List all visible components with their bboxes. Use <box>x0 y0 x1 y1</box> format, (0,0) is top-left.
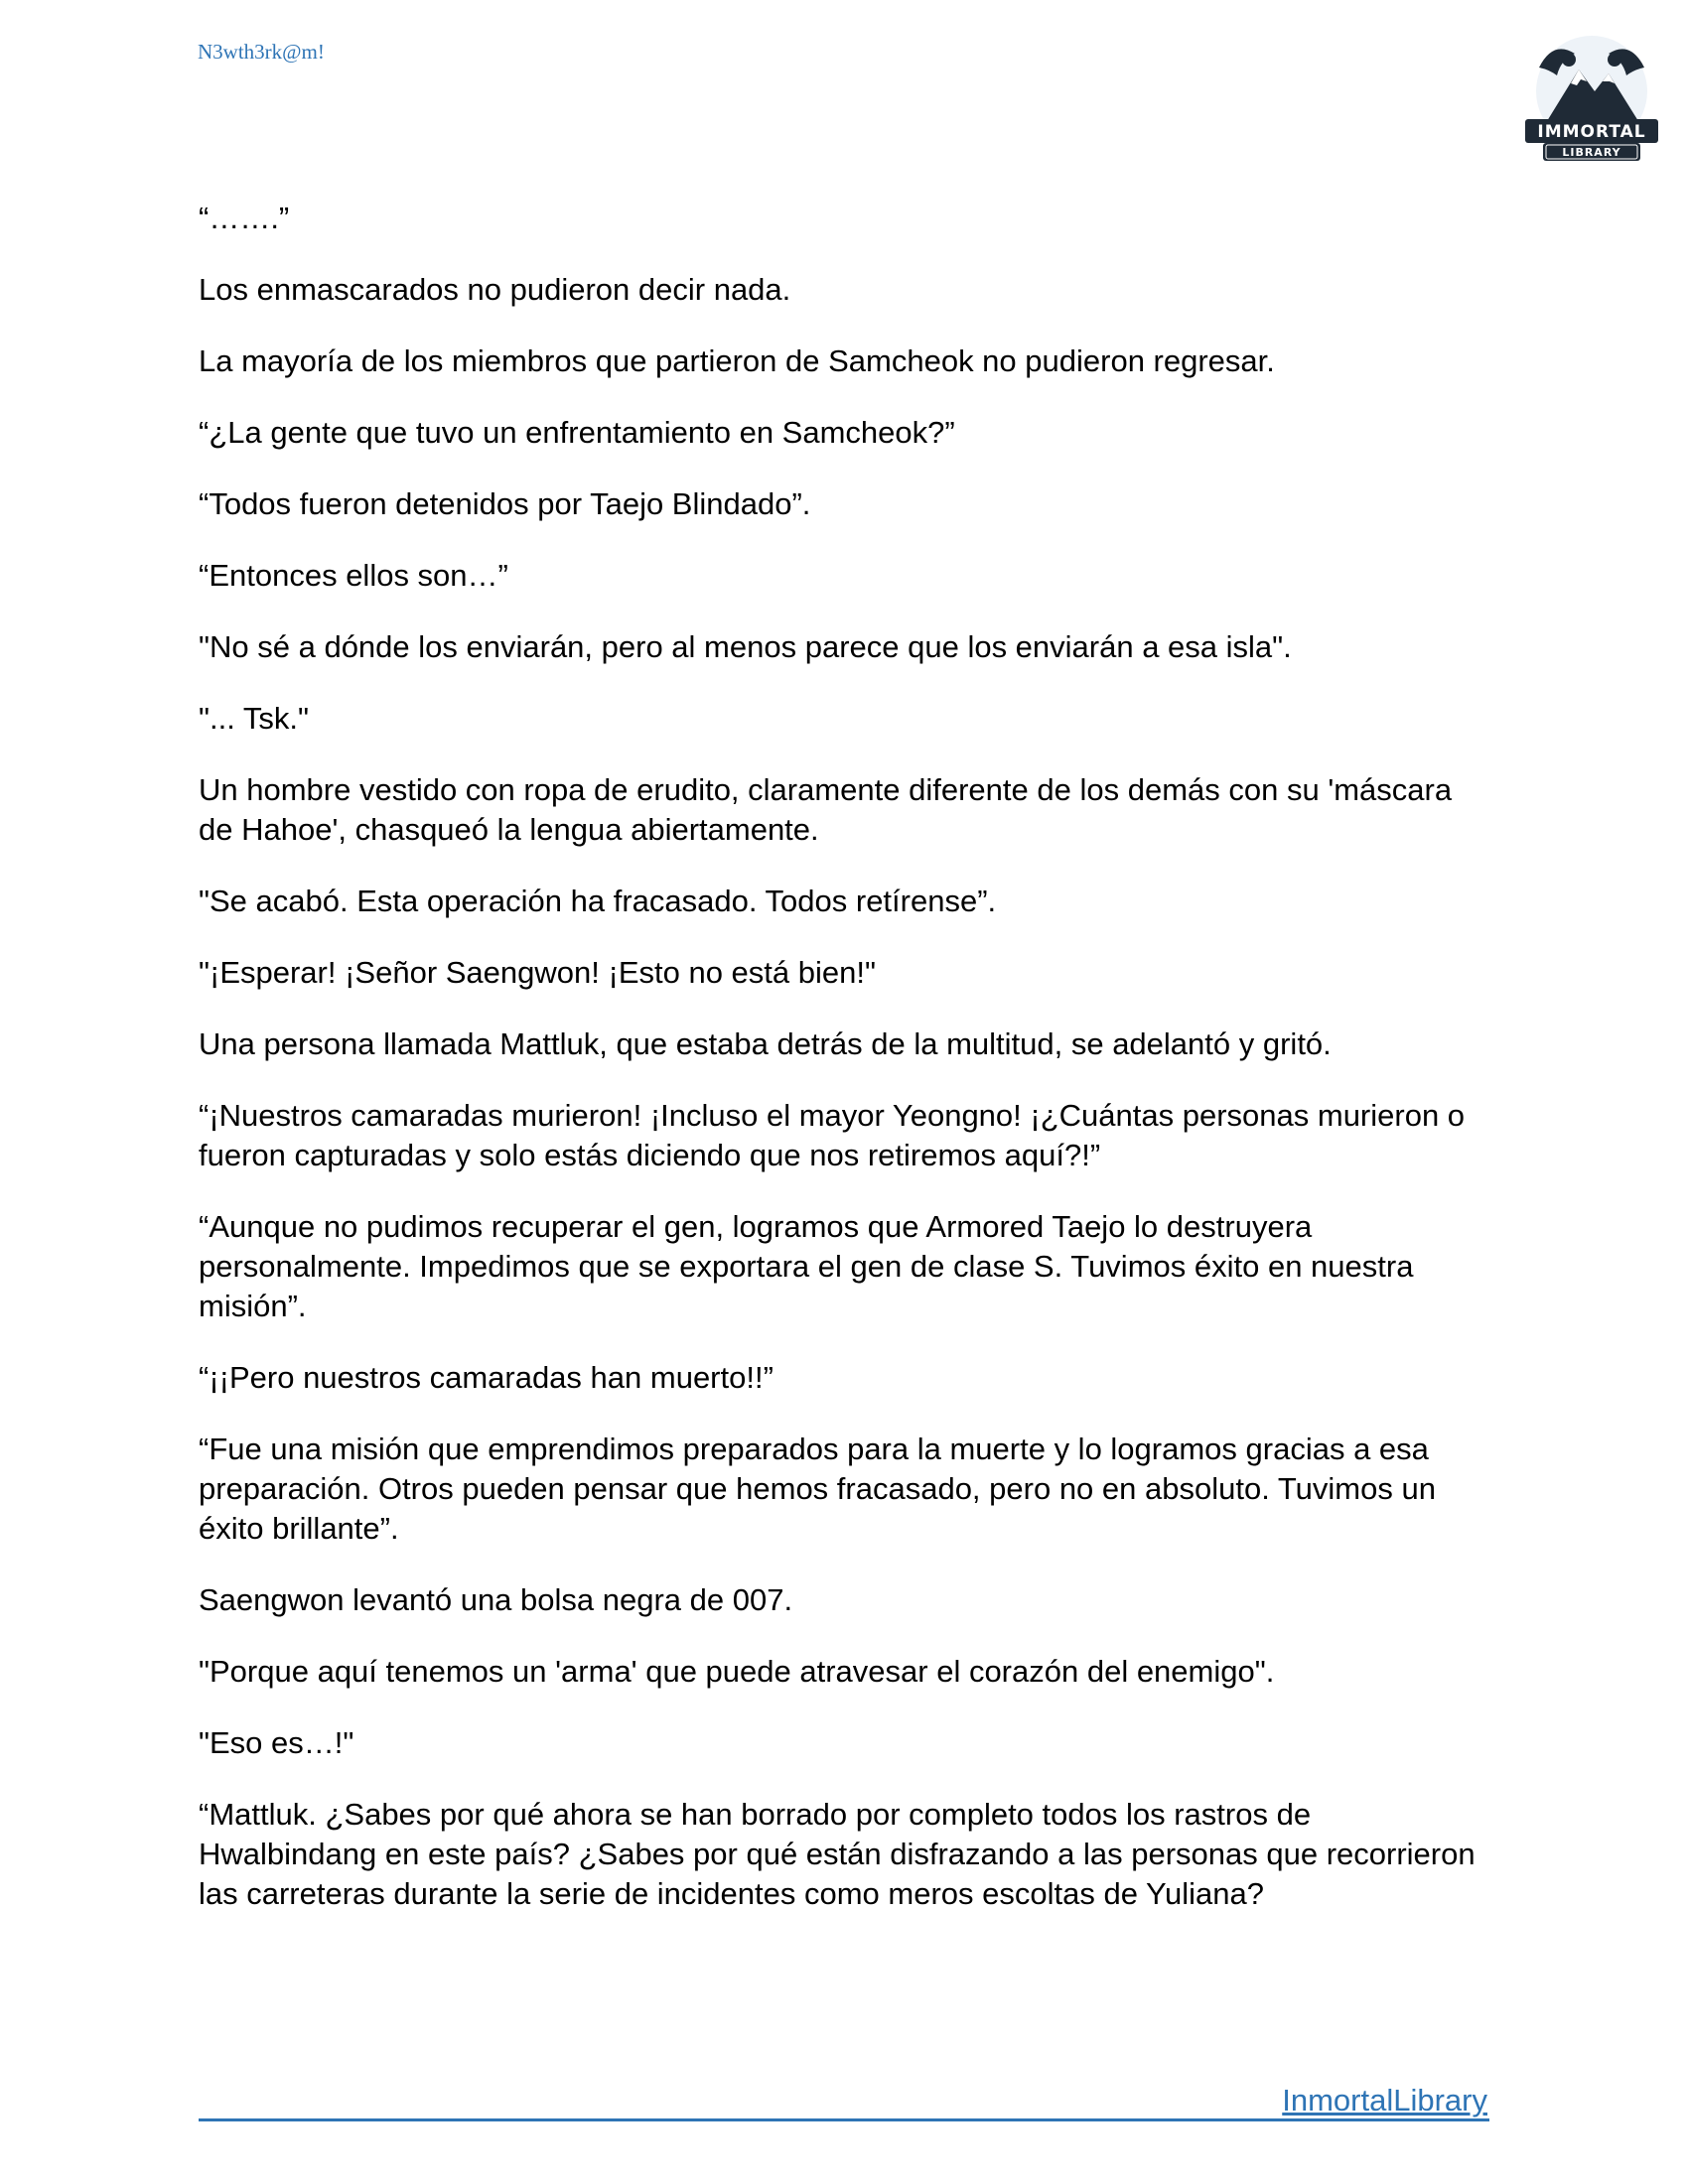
paragraph: Una persona llamada Mattluk, que estaba detrás de la multitud, se adelantó y gritó. <box>199 1026 1332 1061</box>
paragraph: Saengwon levantó una bolsa negra de 007. <box>199 1582 793 1617</box>
paragraph: "... Tsk." <box>199 701 310 736</box>
paragraph: "Se acabó. Esta operación ha fracasado. Todos retírense”. <box>199 884 997 918</box>
logo-text-bottom: LIBRARY <box>1562 146 1621 159</box>
paragraph: “Entonces ellos son…” <box>199 558 508 593</box>
paragraph: "¡Esperar! ¡Señor Saengwon! ¡Esto no está bien!" <box>199 955 876 990</box>
paragraph: “…….” <box>199 201 290 235</box>
header-tag: N3wth3rk@m! <box>198 40 325 64</box>
paragraph: “¿La gente que tuvo un enfrentamiento en Samcheok?” <box>199 415 955 450</box>
logo-text-top: IMMORTAL <box>1537 122 1646 142</box>
paragraph: “¡¡Pero nuestros camaradas han muerto!!” <box>199 1360 774 1395</box>
immortal-library-logo <box>1517 30 1666 169</box>
paragraph: Los enmascarados no pudieron decir nada. <box>199 272 791 307</box>
document-body <box>199 199 1489 1946</box>
paragraph: “Todos fueron detenidos por Taejo Blindado”. <box>199 486 811 521</box>
footer <box>199 2083 1489 2121</box>
paragraph: Un hombre vestido con ropa de erudito, claramente diferente de los demás con su 'máscara de Hahoe', chasqueó la lengua abiertamente. <box>199 772 1453 847</box>
paragraph: "No sé a dónde los enviarán, pero al menos parece que los enviarán a esa isla". <box>199 629 1292 664</box>
paragraph: "Porque aquí tenemos un 'arma' que puede atravesar el corazón del enemigo". <box>199 1654 1275 1689</box>
paragraph: “¡Nuestros camaradas murieron! ¡Incluso el mayor Yeongno! ¡¿Cuántas personas murieron o fueron capturadas y solo estás diciendo que nos retiremos aquí?!” <box>199 1098 1466 1172</box>
footer-link[interactable]: InmortalLibrary <box>1282 2083 1487 2117</box>
paragraph: "Eso es…!" <box>199 1725 354 1760</box>
paragraph: La mayoría de los miembros que partieron de Samcheok no pudieron regresar. <box>199 343 1275 378</box>
paragraph: “Mattluk. ¿Sabes por qué ahora se han borrado por completo todos los rastros de Hwalbindang en este país? ¿Sabes por qué están disfrazando a las personas que recorrieron las carreteras durante la serie de incidentes como meros escoltas de Yuliana? <box>199 1797 1476 1911</box>
paragraph: “Aunque no pudimos recuperar el gen, logramos que Armored Taejo lo destruyera personalmente. Impedimos que se exportara el gen de clase S. Tuvimos éxito en nuestra misión”. <box>199 1209 1414 1323</box>
paragraph: “Fue una misión que emprendimos preparados para la muerte y lo logramos gracias a esa preparación. Otros pueden pensar que hemos fracasado, pero no en absoluto. Tuvimos un éxito brillante”. <box>199 1432 1436 1546</box>
